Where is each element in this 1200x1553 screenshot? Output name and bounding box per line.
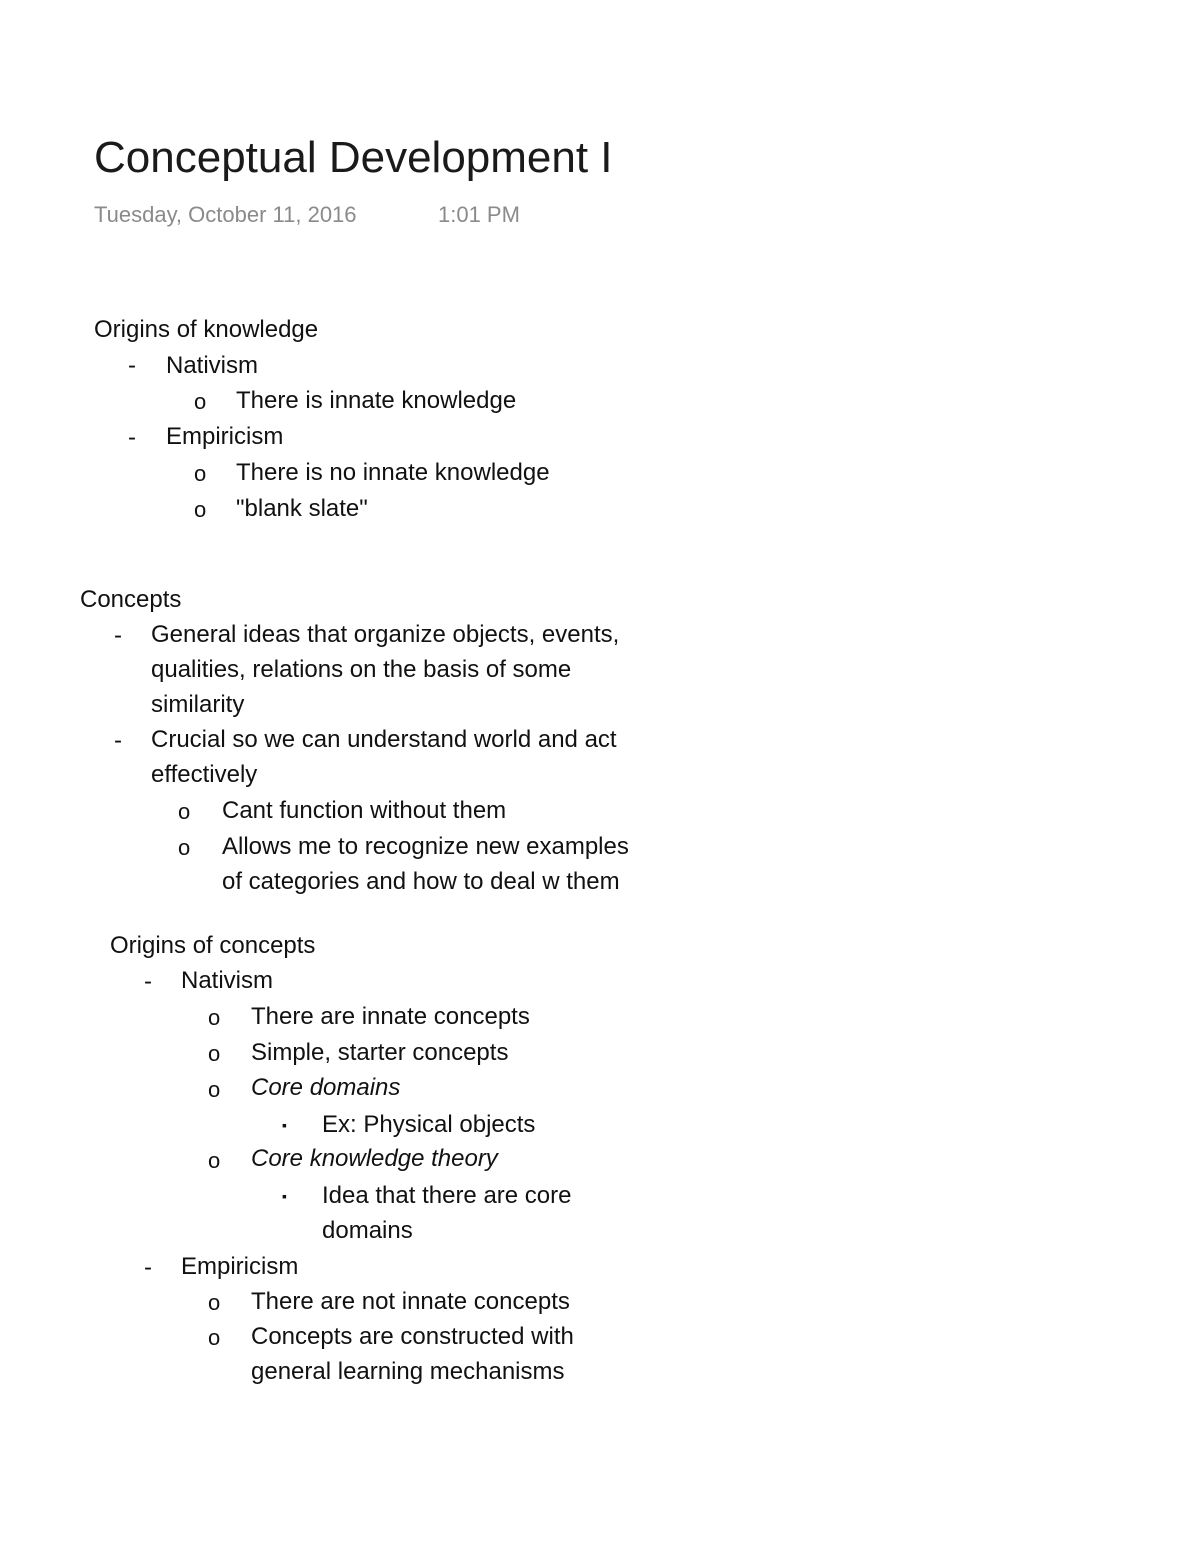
list-item: Crucial so we can understand world and act (151, 726, 617, 753)
section-heading-origins-of-concepts: Origins of concepts (110, 932, 316, 959)
list-item: Ex: Physical objects (322, 1111, 536, 1138)
circle-bullet: o (208, 1148, 221, 1173)
dash-bullet: - (114, 727, 122, 754)
list-item: Empiricism (166, 423, 284, 450)
dash-bullet: - (144, 968, 152, 995)
list-item-continuation: similarity (151, 691, 245, 718)
list-item-continuation: qualities, relations on the basis of some (151, 656, 572, 683)
circle-bullet: o (194, 389, 207, 414)
circle-bullet: o (208, 1041, 221, 1066)
circle-bullet: o (178, 835, 191, 860)
section-heading-origins-of-knowledge: Origins of knowledge (94, 316, 319, 343)
list-item: "blank slate" (236, 495, 368, 522)
list-item: There is no innate knowledge (236, 459, 550, 486)
note-date: Tuesday, October 11, 2016 (94, 202, 357, 227)
square-bullet: ▪ (282, 1188, 287, 1204)
list-item-continuation: general learning mechanisms (251, 1358, 565, 1385)
list-item: Core knowledge theory (251, 1145, 498, 1172)
list-item: Nativism (181, 967, 274, 994)
list-item: There are not innate concepts (251, 1288, 570, 1315)
circle-bullet: o (194, 461, 207, 486)
list-item-continuation: of categories and how to deal w them (222, 868, 620, 895)
circle-bullet: o (208, 1325, 221, 1350)
list-item: General ideas that organize objects, events, (151, 621, 620, 648)
circle-bullet: o (208, 1290, 221, 1315)
dash-bullet: - (144, 1254, 152, 1281)
circle-bullet: o (178, 799, 191, 824)
list-item-continuation: domains (322, 1217, 413, 1244)
circle-bullet: o (208, 1005, 221, 1030)
list-item: There are innate concepts (251, 1003, 530, 1030)
note-time: 1:01 PM (438, 202, 520, 227)
dash-bullet: - (128, 424, 136, 451)
section-heading-concepts: Concepts (80, 586, 182, 613)
circle-bullet: o (208, 1077, 221, 1102)
list-item: Core domains (251, 1074, 401, 1101)
circle-bullet: o (194, 497, 207, 522)
list-item: Allows me to recognize new examples (222, 833, 629, 860)
page-title: Conceptual Development I (94, 133, 613, 182)
list-item: There is innate knowledge (236, 387, 517, 414)
dash-bullet: - (128, 352, 136, 379)
list-item-continuation: effectively (151, 761, 258, 788)
list-item: Simple, starter concepts (251, 1039, 509, 1066)
list-item: Idea that there are core (322, 1182, 572, 1209)
list-item: Empiricism (181, 1253, 299, 1280)
square-bullet: ▪ (282, 1117, 287, 1133)
dash-bullet: - (114, 622, 122, 649)
list-item: Nativism (166, 352, 259, 379)
list-item: Cant function without them (222, 797, 507, 824)
list-item: Concepts are constructed with (251, 1323, 574, 1350)
